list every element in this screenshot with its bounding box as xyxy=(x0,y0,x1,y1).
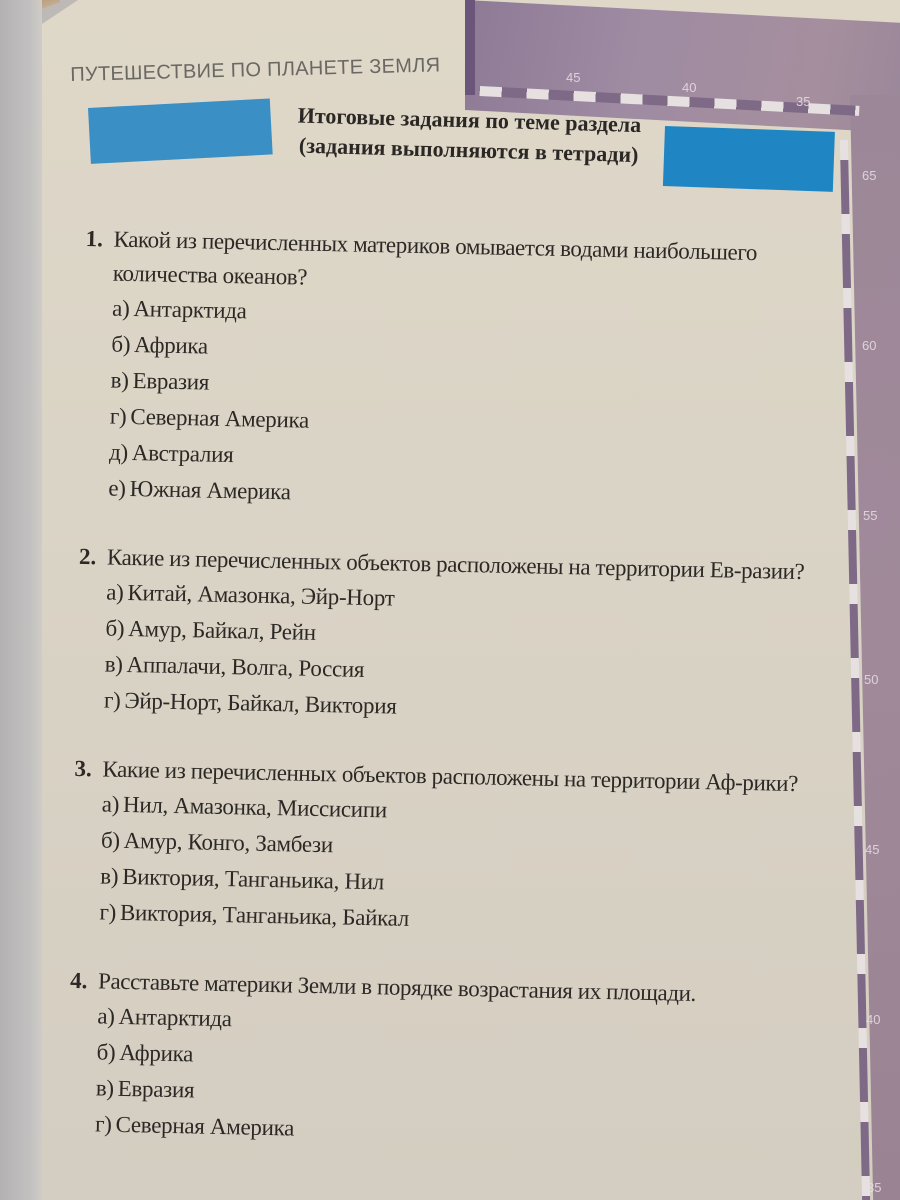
option-letter: а) xyxy=(97,1003,115,1029)
answer-options xyxy=(76,574,839,734)
option-letter: б) xyxy=(111,331,131,357)
question-text: Какие из перечисленных объектов расположены на территории Аф-рики? xyxy=(102,756,799,797)
option-text: Амур, Конго, Замбези xyxy=(123,827,334,858)
option-letter: д) xyxy=(108,439,129,465)
answer-options xyxy=(67,998,830,1158)
question-text: Какие из перечисленных объектов расположены на территории Ев-разии? xyxy=(106,544,805,585)
section-subtitle-line: (задания выполняются в тетради) xyxy=(298,132,639,168)
map-coordinate-label: 65 xyxy=(862,168,877,183)
option-text: Эйр-Норт, Байкал, Виктория xyxy=(124,687,397,719)
question-number: 1. xyxy=(85,225,104,252)
option-text: Евразия xyxy=(132,368,210,395)
map-border xyxy=(465,0,475,95)
option-letter: в) xyxy=(100,863,119,889)
question-2 xyxy=(76,540,840,734)
question-4 xyxy=(67,964,831,1158)
option-text: Виктория, Танганьика, Нил xyxy=(121,863,385,895)
option-text: Евразия xyxy=(117,1075,195,1103)
option-text: Африка xyxy=(119,1039,194,1067)
option-letter: г) xyxy=(99,899,117,925)
option-text: Австралия xyxy=(131,440,234,468)
option-letter: г) xyxy=(109,403,127,429)
option-letter: а) xyxy=(101,791,120,817)
facing-page-edge xyxy=(0,0,42,1200)
question-3 xyxy=(71,752,835,946)
answer-options xyxy=(71,786,834,946)
option-letter: б) xyxy=(96,1039,116,1065)
option-letter: а) xyxy=(111,295,130,321)
map-coordinate-label: 60 xyxy=(862,338,877,353)
option-text: Антарктида xyxy=(133,296,247,324)
section-title-line: Итоговые задания по теме раздела xyxy=(297,102,642,138)
answer-options xyxy=(80,290,844,522)
question-text: Расставьте материки Земли в порядке возрастания их площади. xyxy=(97,968,697,1006)
decorative-blue-bar-left xyxy=(88,98,273,163)
option-letter: а) xyxy=(105,579,124,605)
option-letter: в) xyxy=(104,651,123,677)
map-coordinate-label: 55 xyxy=(863,508,878,523)
option-text: Северная Америка xyxy=(130,403,310,433)
option-letter: б) xyxy=(100,827,121,853)
question-list xyxy=(67,222,846,1158)
question-number: 2. xyxy=(78,543,97,570)
question-text: Какой из перечисленных материков омывается водами наибольшего количества океанов? xyxy=(112,226,758,290)
map-coordinate-label: 35 xyxy=(867,1180,882,1195)
option-letter: в) xyxy=(110,367,129,393)
section-title xyxy=(278,100,660,171)
option-text: Антарктида xyxy=(118,1003,232,1032)
running-head: ПУТЕШЕСТВИЕ ПО ПЛАНЕТЕ ЗЕМЛЯ xyxy=(70,54,441,86)
map-coordinate-label: 45 xyxy=(865,842,880,857)
option-letter: г) xyxy=(103,687,121,713)
option-text: Африка xyxy=(133,332,209,359)
map-coordinate-label: 40 xyxy=(866,1012,881,1027)
option-text: Южная Америка xyxy=(129,475,291,505)
option-text: Аппалачи, Волга, Россия xyxy=(126,651,365,682)
option-text: Китай, Амазонка, Эйр-Норт xyxy=(127,579,395,611)
option-text: Виктория, Танганьика, Байкал xyxy=(119,899,410,931)
option-letter: г) xyxy=(94,1111,112,1137)
map-coordinate-label: 35 xyxy=(796,94,811,109)
option-letter: б) xyxy=(105,615,125,641)
option-letter: е) xyxy=(108,475,126,501)
map-coordinate-label: 45 xyxy=(566,70,581,85)
question-number: 3. xyxy=(74,755,93,782)
option-letter: в) xyxy=(95,1075,115,1101)
question-1 xyxy=(80,222,846,522)
decorative-blue-bar-right xyxy=(663,126,835,192)
map-coordinate-label: 50 xyxy=(864,672,879,687)
option-text: Амур, Байкал, Рейн xyxy=(128,615,317,645)
question-number: 4. xyxy=(69,967,88,994)
map-coordinate-label: 40 xyxy=(682,80,697,95)
option-text: Нил, Амазонка, Миссисипи xyxy=(122,791,388,823)
option-text: Северная Америка xyxy=(115,1111,295,1141)
